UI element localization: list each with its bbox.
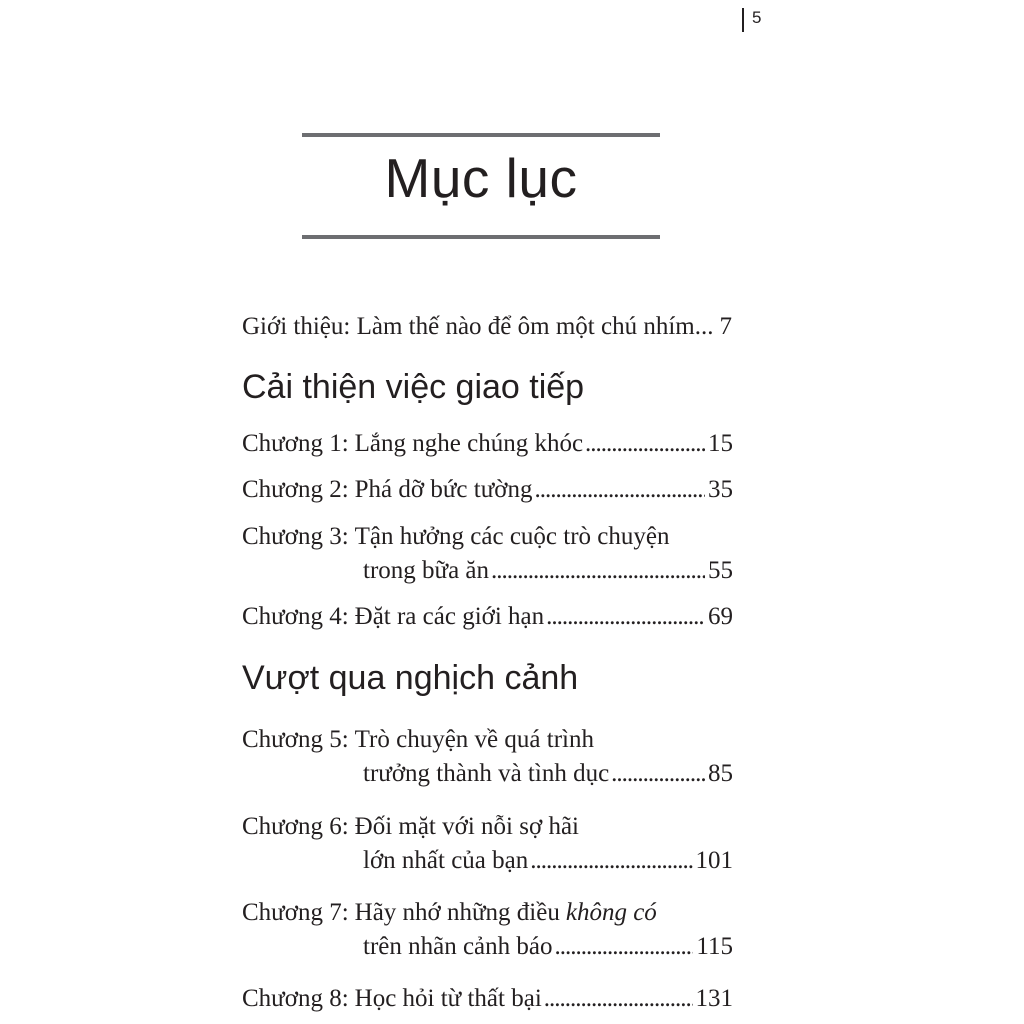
toc-entry-chapter-3	[242, 522, 733, 552]
chapter-label: Chương 6:	[242, 813, 349, 840]
chapter-label: Chương 1:	[242, 430, 349, 457]
toc-entry-chapter-6-continued	[242, 846, 733, 876]
toc-entry-chapter-7	[242, 898, 733, 928]
toc-entry-chapter-5	[242, 725, 733, 755]
chapter-page-number: 115	[696, 933, 733, 960]
chapter-title-line-2: lớn nhất của bạn	[363, 847, 529, 874]
chapter-page-number: 35	[708, 476, 733, 503]
toc-entry-chapter-3-continued	[242, 556, 733, 586]
dot-leader	[555, 932, 694, 962]
chapter-title: Học hỏi từ thất bại	[354, 985, 542, 1012]
page-title: Mục lục	[384, 147, 578, 209]
chapter-title-line-1: Hãy nhớ những điều	[354, 899, 560, 926]
chapter-page-number: 131	[695, 985, 733, 1012]
chapter-title-line-2: trên nhãn cảnh báo	[363, 933, 553, 960]
title-rule-top	[302, 133, 660, 137]
chapter-title: Lắng nghe chúng khóc	[354, 430, 584, 457]
chapter-page-number: 85	[708, 760, 733, 787]
dot-leader	[544, 984, 693, 1014]
dot-leader	[530, 846, 692, 876]
dot-leader	[491, 556, 705, 586]
toc-entry-chapter-1	[242, 429, 733, 459]
header-divider	[742, 8, 744, 32]
toc-entry-chapter-2	[242, 475, 733, 505]
toc-entry-intro	[242, 312, 733, 342]
dot-leader	[585, 429, 705, 459]
chapter-title-line-2: trong bữa ăn	[363, 557, 490, 584]
toc-entry-chapter-4	[242, 602, 733, 632]
dot-leader	[534, 475, 705, 505]
section-heading: Vượt qua nghịch cảnh	[242, 659, 579, 697]
chapter-title-line-1: Trò chuyện về quá trình	[354, 726, 594, 753]
section-heading: Cải thiện việc giao tiếp	[242, 368, 585, 406]
chapter-page-number: 69	[708, 603, 733, 630]
chapter-title-line-1: Đối mặt với nỗi sợ hãi	[354, 813, 579, 840]
toc-entry-chapter-7-continued	[242, 932, 733, 962]
chapter-title: Phá dỡ bức tường	[354, 476, 533, 503]
chapter-label: Chương 7:	[242, 899, 349, 926]
chapter-page-number: 55	[708, 557, 733, 584]
chapter-label: Chương 3:	[242, 523, 349, 550]
page-number: 5	[752, 8, 762, 27]
chapter-label: Chương 2:	[242, 476, 349, 503]
toc-entry-chapter-8	[242, 984, 733, 1014]
toc-entry-chapter-6	[242, 812, 733, 842]
chapter-title-emphasis: không có	[565, 899, 657, 926]
chapter-label: Chương 5:	[242, 726, 349, 753]
dot-leader	[611, 759, 705, 789]
chapter-page-number: 101	[695, 847, 733, 874]
toc-entry-chapter-5-continued	[242, 759, 733, 789]
dot-leader	[546, 602, 705, 632]
chapter-label: Chương 4:	[242, 603, 349, 630]
chapter-title-line-2: trưởng thành và tình dục	[363, 760, 610, 787]
chapter-title-line-1: Tận hưởng các cuộc trò chuyện	[354, 523, 670, 550]
intro-title: Giới thiệu: Làm thế nào để ôm một chú nhím...	[242, 313, 714, 340]
chapter-label: Chương 8:	[242, 985, 349, 1012]
intro-page-number: 7	[719, 313, 732, 340]
chapter-page-number: 15	[708, 430, 733, 457]
chapter-title: Đặt ra các giới hạn	[354, 603, 545, 630]
title-rule-bottom	[302, 235, 660, 239]
